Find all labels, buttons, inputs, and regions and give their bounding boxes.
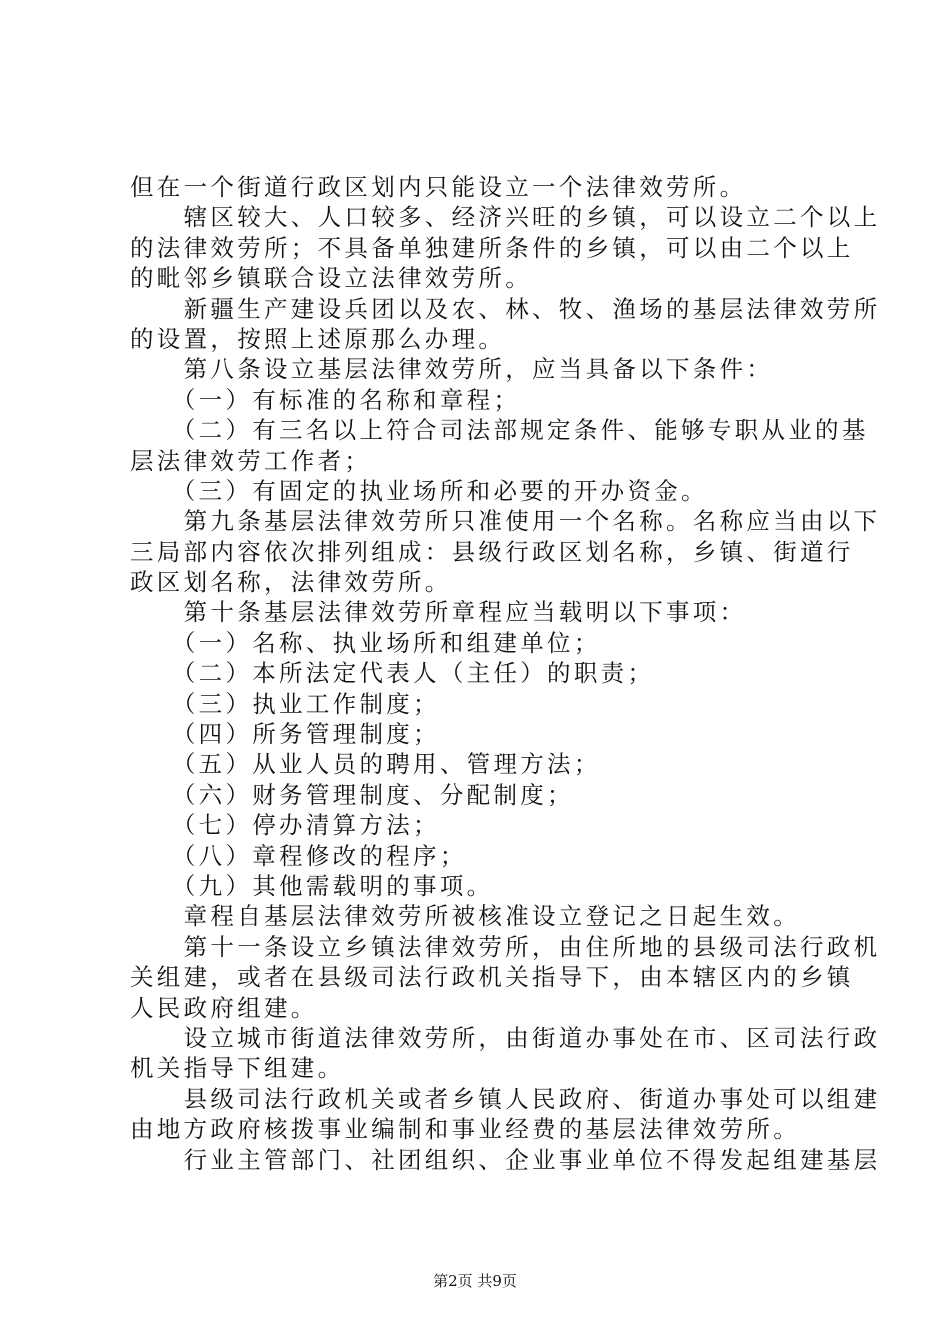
text-line: （一）有标准的名称和章程； <box>130 385 521 414</box>
text-line: 章程自基层法律效劳所被核准设立登记之日起生效。 <box>130 902 800 931</box>
text-line: 第九条基层法律效劳所只准使用一个名称。名称应当由以下 <box>130 507 881 536</box>
text-line: 县级司法行政机关或者乡镇人民政府、街道办事处可以组建 <box>130 1084 881 1113</box>
document-body <box>130 172 881 1175</box>
text-line: （二）本所法定代表人（主任）的职责； <box>130 659 655 688</box>
text-line: 但在一个街道行政区划内只能设立一个法律效劳所。 <box>130 173 747 201</box>
text-line: 的设置，按照上述原那么办理。 <box>130 324 506 353</box>
text-line: 的毗邻乡镇联合设立法律效劳所。 <box>130 264 532 293</box>
text-line: 第八条设立基层法律效劳所，应当具备以下条件： <box>130 355 774 384</box>
text-line: 关组建，或者在县级司法行政机关指导下，由本辖区内的乡镇 <box>130 963 854 992</box>
text-line: 层法律效劳工作者； <box>130 446 372 475</box>
text-line: （二）有三名以上符合司法部规定条件、能够专职从业的基 <box>130 416 869 445</box>
page-number-footer: 第2页 共9页 <box>433 1272 517 1290</box>
text-line: 新疆生产建设兵团以及农、林、牧、渔场的基层法律效劳所 <box>130 294 881 323</box>
text-line: 行业主管部门、社团组织、企业事业单位不得发起组建基层 <box>130 1145 881 1174</box>
text-line: 政区划名称，法律效劳所。 <box>130 568 452 597</box>
text-line: 的法律效劳所；不具备单独建所条件的乡镇，可以由二个以上 <box>130 233 854 262</box>
text-line: （九）其他需载明的事项。 <box>130 871 494 900</box>
text-line: （八）章程修改的程序； <box>130 841 467 870</box>
text-line: 第十一条设立乡镇法律效劳所，由住所地的县级司法行政机 <box>130 932 881 961</box>
text-line: （六）财务管理制度、分配制度； <box>130 780 574 809</box>
text-line: （七）停办清算方法； <box>130 811 440 840</box>
text-line: 机关指导下组建。 <box>130 1054 345 1083</box>
text-line: 人民政府组建。 <box>130 993 318 1022</box>
text-line: 由地方政府核拨事业编制和事业经费的基层法律效劳所。 <box>130 1115 800 1144</box>
text-line: 辖区较大、人口较多、经济兴旺的乡镇，可以设立二个以上 <box>130 203 881 232</box>
text-line: （五）从业人员的聘用、管理方法； <box>130 750 601 779</box>
text-line: 设立城市街道法律效劳所，由街道办事处在市、区司法行政 <box>130 1023 881 1052</box>
text-line: （三）执业工作制度； <box>130 689 440 718</box>
text-line: 第十条基层法律效劳所章程应当载明以下事项： <box>130 598 747 627</box>
text-line: （四）所务管理制度； <box>130 720 440 749</box>
text-line: （一）名称、执业场所和组建单位； <box>130 628 601 657</box>
text-line: （三）有固定的执业场所和必要的开办资金。 <box>130 476 708 505</box>
text-line: 三局部内容依次排列组成：县级行政区划名称，乡镇、街道行 <box>130 537 854 566</box>
